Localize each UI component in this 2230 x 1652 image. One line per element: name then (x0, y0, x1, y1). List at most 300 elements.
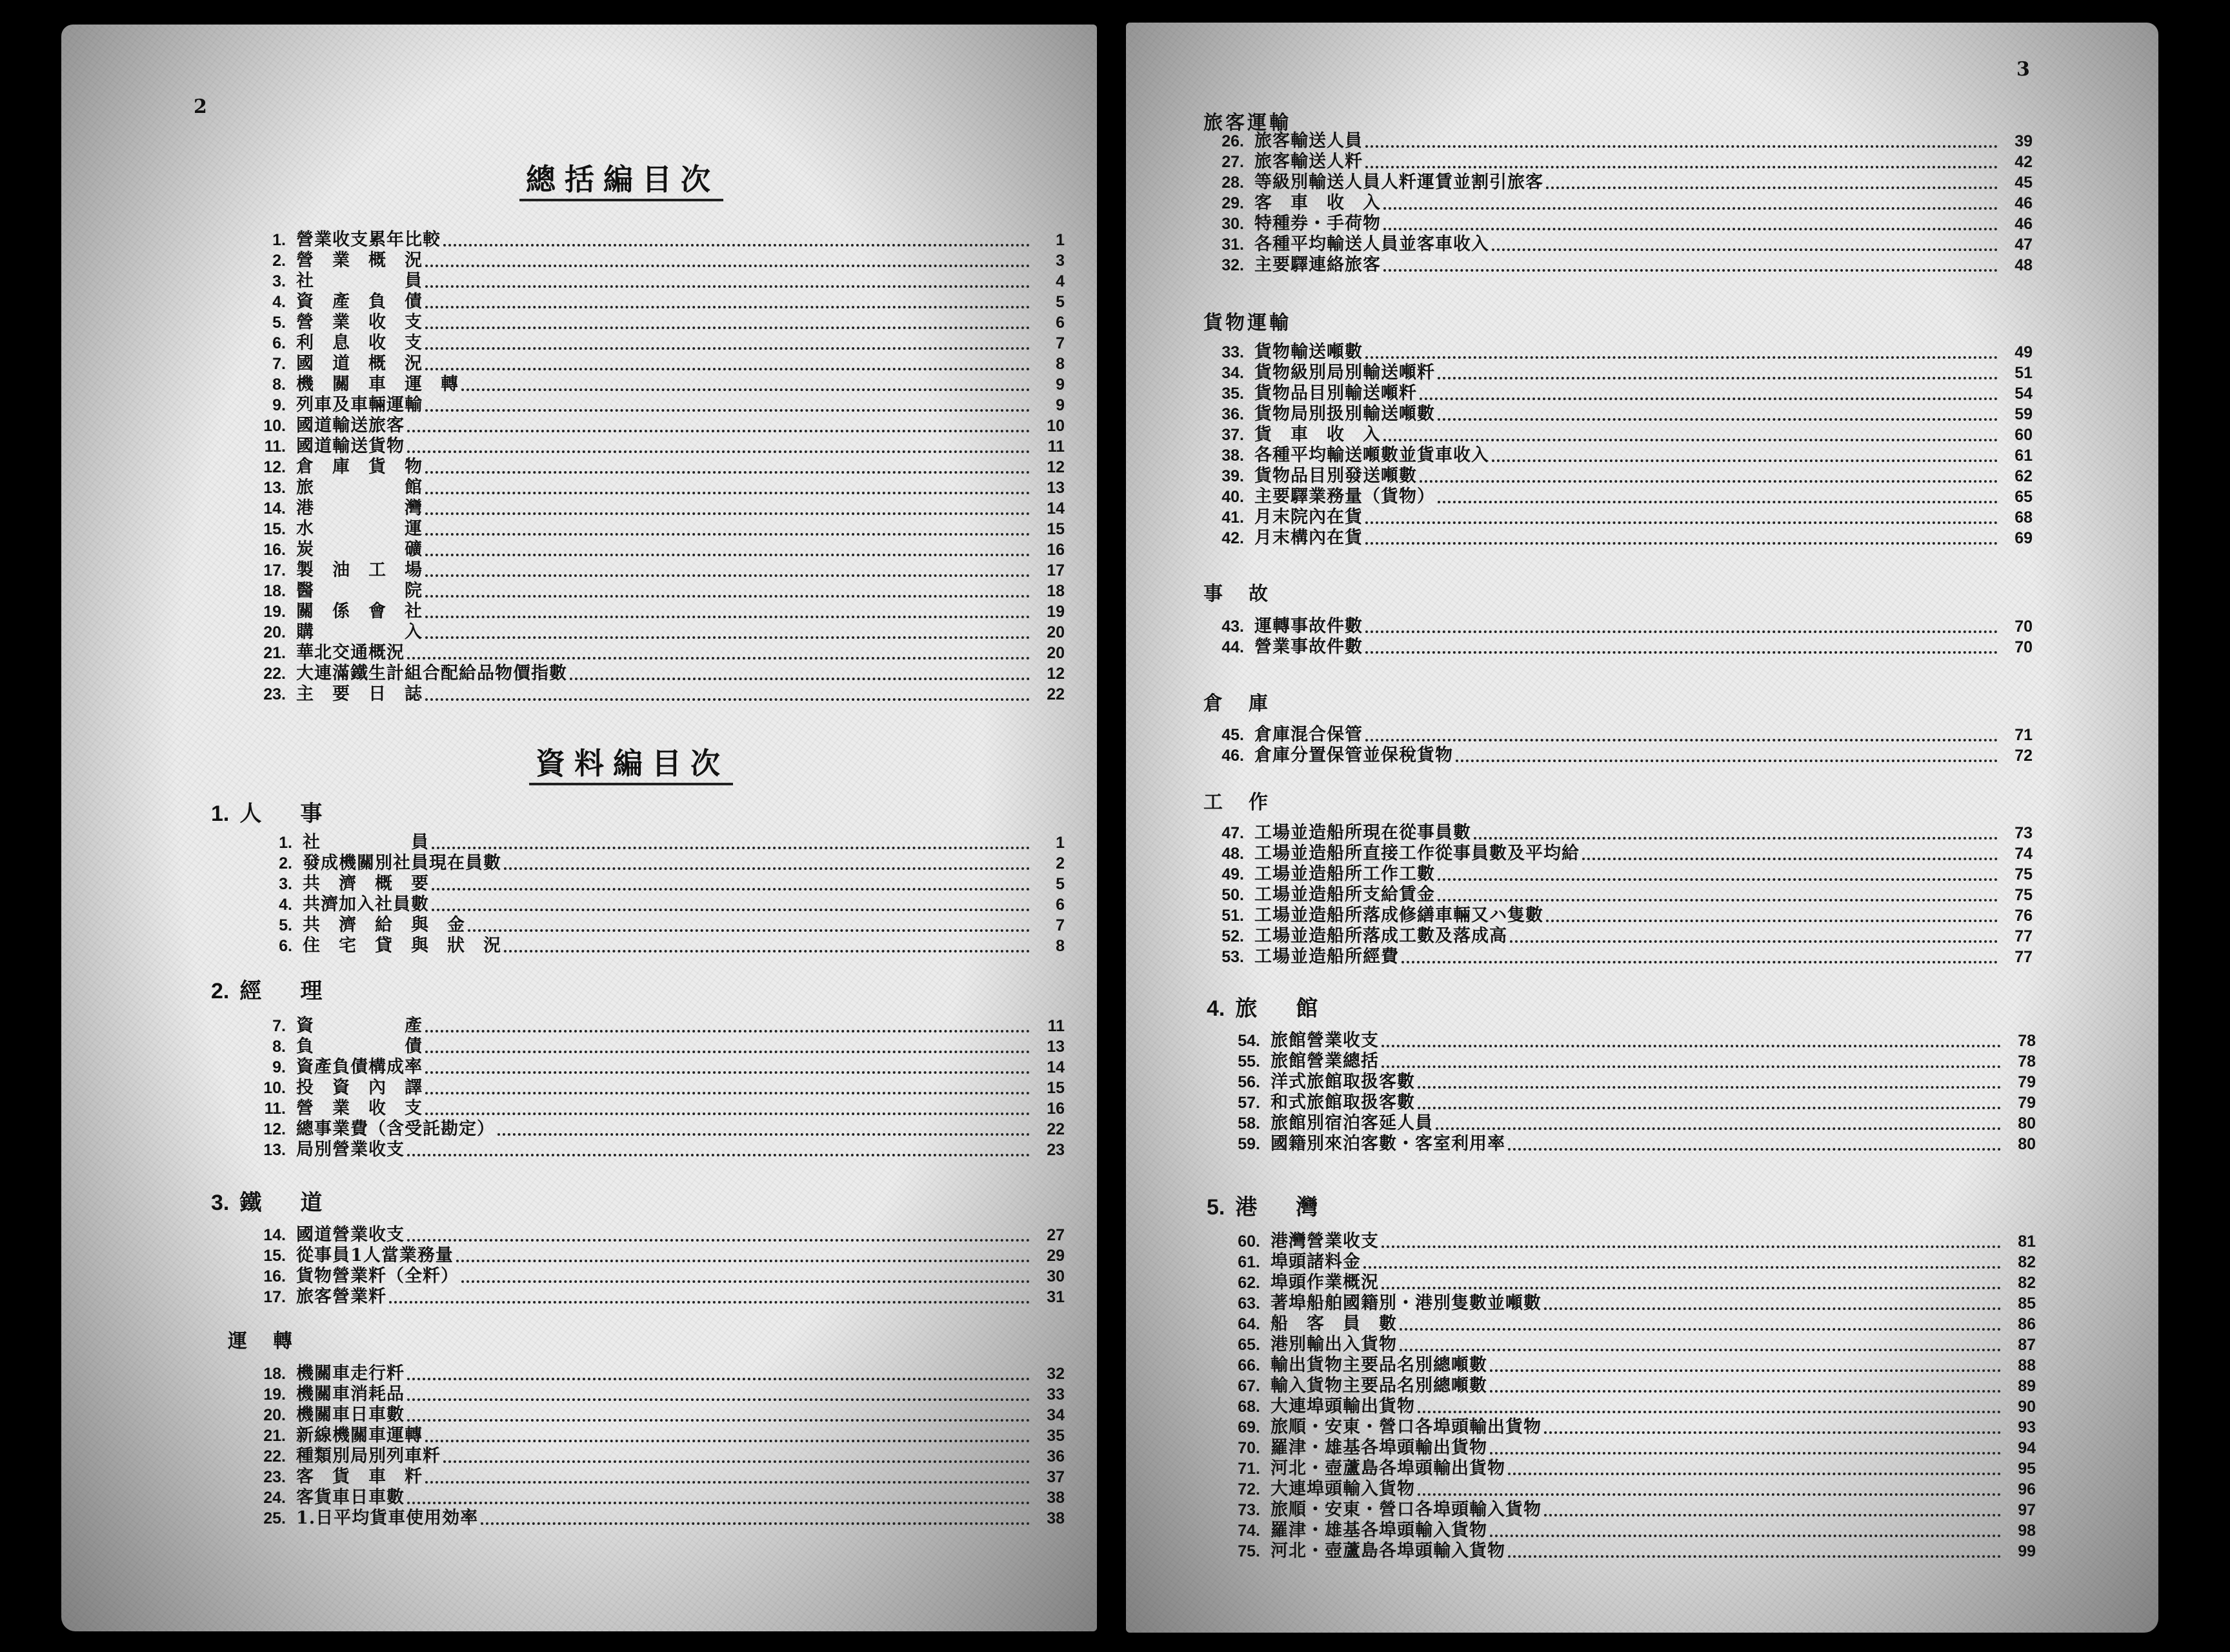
dot-leader (1544, 1511, 2001, 1516)
dot-leader (425, 407, 1030, 412)
toc-item-page: 22 (1047, 685, 1065, 703)
toc-item-label: 旅館營業收支 (1271, 1031, 1379, 1051)
toc-item-page: 9 (1056, 376, 1065, 394)
sub-souko-heading: 倉庫 (1203, 692, 1294, 715)
toc-item-label: 洋式旅館取扱客數 (1271, 1072, 1415, 1092)
dot-leader (1418, 1104, 2001, 1109)
toc-item-label: 羅津・雄基各埠頭輸出貨物 (1271, 1438, 1487, 1458)
toc-item-number: 24. (263, 1489, 286, 1507)
sub-kamotsu-heading: 貨物運輸 (1203, 312, 1291, 334)
toc-item-number: 48. (1221, 845, 1244, 863)
toc-item-number: 70. (1238, 1439, 1260, 1457)
dot-leader (443, 1458, 1030, 1463)
toc-item-label: 社 員 (296, 271, 423, 291)
toc-item-number: 29. (1221, 194, 1244, 212)
toc-row (1223, 1355, 2036, 1376)
toc-row (248, 1225, 1065, 1245)
dot-leader (425, 365, 1030, 370)
toc-row (1207, 947, 2033, 967)
toc-row (248, 1036, 1065, 1057)
toc-item-number: 44. (1221, 638, 1244, 656)
book-spine (1097, 0, 1126, 1652)
dot-leader (481, 1520, 1030, 1525)
toc-row (248, 1266, 1065, 1287)
toc-item-label: 旅客輸送人粁 (1254, 152, 1363, 172)
dot-leader (425, 1027, 1030, 1032)
toc-row (248, 539, 1065, 560)
toc-item-label: 旅館別宿泊客延人員 (1271, 1113, 1433, 1133)
dot-leader (1381, 1243, 2001, 1248)
toc-row (1207, 466, 2033, 487)
toc-item-page: 60 (2014, 426, 2033, 444)
toc-item-number: 23. (263, 1468, 286, 1486)
toc-item-number: 42. (1221, 529, 1244, 547)
toc-row (248, 1098, 1065, 1119)
toc-row (248, 374, 1065, 395)
toc-item-number: 47. (1221, 824, 1244, 842)
dot-leader (504, 865, 1030, 870)
toc-item-label: 工場並造船所直接工作從事員數及平均給 (1254, 843, 1580, 863)
unyu-list (248, 1364, 1065, 1529)
toc-item-number: 10. (263, 1079, 286, 1097)
toc-item-page: 38 (1047, 1509, 1065, 1527)
toc-item-label: 國道輸送貨物 (296, 436, 405, 456)
toc-item-number: 59. (1238, 1135, 1260, 1153)
toc-item-number: 41. (1221, 509, 1244, 527)
toc-item-label: 營 業 收 支 (296, 1098, 423, 1118)
toc-item-number: 12. (263, 458, 286, 476)
dot-leader (468, 927, 1030, 932)
toc-row (248, 436, 1065, 457)
toc-item-label: 炭 礦 (296, 539, 423, 559)
toc-item-number: 55. (1238, 1053, 1260, 1071)
dot-leader (432, 885, 1030, 891)
toc-item-page: 2 (1056, 854, 1065, 872)
toc-item-page: 20 (1047, 644, 1065, 662)
dot-leader (1546, 184, 1998, 189)
dot-leader (407, 1151, 1030, 1156)
toc-item-number: 43. (1221, 618, 1244, 636)
dot-leader (425, 1069, 1030, 1074)
toc-item-label: 國道輸送旅客 (296, 416, 405, 436)
toc-item-number: 20. (263, 623, 286, 641)
toc-row (248, 1446, 1065, 1467)
toc-item-label: 工場並造船所現在從事員數 (1254, 823, 1471, 843)
toc-item-page: 10 (1047, 417, 1065, 435)
toc-item-label: 倉庫分置保管並保稅貨物 (1254, 745, 1453, 765)
toc-item-page: 16 (1047, 541, 1065, 559)
dot-leader (1418, 1491, 2001, 1496)
dot-leader (425, 510, 1030, 515)
toc-item-label: 列車及車輛運輸 (296, 395, 423, 415)
toc-item-label: 機關車消耗品 (296, 1384, 405, 1404)
toc-row (1207, 823, 2033, 843)
toc-item-label: 醫 院 (296, 581, 423, 601)
toc-row (1207, 905, 2033, 926)
toc-row (248, 1405, 1065, 1425)
toc-item-label: 各種平均輸送人員並客車收入 (1254, 234, 1489, 254)
toc-item-number: 13. (263, 1141, 286, 1159)
toc-item-label: 客 貨 車 粁 (296, 1467, 423, 1487)
toc-item-page: 5 (1056, 293, 1065, 311)
toc-item-number: 9. (272, 1058, 286, 1076)
toc-item-label: 港灣營業收支 (1271, 1231, 1379, 1251)
toc-item-number: 45. (1221, 726, 1244, 744)
toc-item-label: 工場並造船所經費 (1254, 947, 1399, 967)
toc-item-number: 58. (1238, 1114, 1260, 1133)
dot-leader (425, 283, 1030, 288)
toc-item-number: 37. (1221, 426, 1244, 444)
dot-leader (425, 1048, 1030, 1053)
toc-item-number: 4. (272, 293, 286, 311)
dot-leader (1508, 1553, 2001, 1558)
toc-item-number: 19. (263, 1385, 286, 1404)
toc-item-label: 國 道 概 況 (296, 354, 423, 374)
toc-row (1223, 1031, 2036, 1051)
toc-item-label: 貨物品目別發送噸數 (1254, 466, 1417, 486)
toc-item-page: 75 (2014, 886, 2033, 904)
toc-item-label: 國道營業收支 (296, 1225, 405, 1245)
toc-item-label: 發成機關別社員現在員數 (303, 853, 501, 873)
toc-row (248, 1467, 1065, 1487)
toc-row (1207, 445, 2033, 466)
dot-leader (432, 906, 1030, 911)
toc-item-label: 旅 館 (296, 478, 423, 498)
toc-item-page: 17 (1047, 561, 1065, 579)
toc-row (255, 832, 1065, 853)
toc-item-page: 80 (2018, 1114, 2036, 1133)
dot-leader (1490, 1367, 2001, 1372)
toc-item-number: 53. (1221, 948, 1244, 966)
toc-item-number: 2. (272, 252, 286, 270)
toc-item-page: 81 (2018, 1233, 2036, 1251)
dot-leader (425, 1110, 1030, 1115)
toc-row (1223, 1072, 2036, 1093)
toc-item-page: 1 (1056, 231, 1065, 249)
dot-leader (1492, 457, 1998, 462)
dot-leader (497, 1131, 1030, 1136)
toc-item-number: 13. (263, 479, 286, 497)
dot-leader (425, 1089, 1030, 1094)
toc-row (1207, 843, 2033, 864)
toc-item-number: 60. (1238, 1233, 1260, 1251)
toc-item-number: 65. (1238, 1336, 1260, 1354)
toc-row (1207, 616, 2033, 637)
toc-item-label: 大連埠頭輸入貨物 (1271, 1479, 1415, 1499)
dot-leader (407, 427, 1030, 432)
toc-item-page: 23 (1047, 1141, 1065, 1159)
toc-item-page: 51 (2014, 364, 2033, 382)
toc-item-label: 營業收支累年比較 (296, 230, 441, 250)
toc-row (248, 354, 1065, 374)
toc-item-page: 32 (1047, 1365, 1065, 1383)
dot-leader (1418, 1408, 2001, 1413)
toc-item-label: 機關車走行粁 (296, 1364, 405, 1384)
toc-item-page: 82 (2018, 1253, 2036, 1271)
toc-item-number: 1. (279, 834, 292, 852)
toc-row (248, 560, 1065, 581)
toc-item-label: 旅館營業總括 (1271, 1051, 1379, 1071)
toc-item-number: 49. (1221, 865, 1244, 883)
toc-item-page: 87 (2018, 1336, 2036, 1354)
toc-item-label: 月末院內在貨 (1254, 507, 1363, 527)
toc-item-page: 4 (1056, 272, 1065, 290)
dot-leader (425, 324, 1030, 329)
toc-item-label: 共濟加入社員數 (303, 894, 429, 914)
toc-item-number: 50. (1221, 886, 1244, 904)
toc-row (1207, 383, 2033, 404)
toc-row (255, 894, 1065, 915)
dot-leader (425, 1478, 1030, 1484)
toc-item-page: 36 (1047, 1447, 1065, 1466)
toc-item-label: 貨物輸送噸數 (1254, 342, 1363, 362)
toc-item-page: 70 (2014, 638, 2033, 656)
dot-leader (425, 530, 1030, 536)
section-1-title: 人事 (239, 801, 361, 827)
toc-row (1207, 193, 2033, 214)
toc-item-label: 新線機關車運轉 (296, 1425, 423, 1446)
toc-item-number: 63. (1238, 1294, 1260, 1313)
toc-item-page: 54 (2014, 385, 2033, 403)
toc-item-page: 80 (2018, 1135, 2036, 1153)
toc-item-label: 旅客營業粁 (296, 1287, 387, 1307)
toc-item-page: 37 (1047, 1468, 1065, 1486)
section-1-list (255, 832, 1065, 956)
toc-item-label: 關 係 會 社 (296, 601, 423, 621)
toc-item-label: 住 宅 貸 與 狀 況 (303, 936, 501, 956)
dot-leader (1456, 757, 1998, 762)
section-2-heading (211, 973, 361, 1005)
toc-item-label: 資 產 負 債 (296, 292, 423, 312)
toc-item-label: 主 要 日 誌 (296, 684, 423, 704)
toc-row (248, 416, 1065, 436)
toc-row (248, 1364, 1065, 1384)
dot-leader (1381, 1284, 2001, 1289)
toc-item-page: 68 (2014, 509, 2033, 527)
toc-row (248, 1384, 1065, 1405)
dot-leader (425, 592, 1030, 598)
dot-leader (425, 262, 1030, 267)
toc-item-number: 23. (263, 685, 286, 703)
toc-item-number: 8. (272, 376, 286, 394)
toc-row (248, 1487, 1065, 1508)
section-3-number: 3. (211, 1191, 230, 1215)
toc-item-number: 21. (263, 644, 286, 662)
section-1-number: 1. (211, 801, 230, 826)
dot-leader (1383, 225, 1998, 230)
toc-row (1223, 1458, 2036, 1479)
toc-item-number: 51. (1221, 907, 1244, 925)
toc-item-page: 75 (2014, 865, 2033, 883)
section-3-title: 鐵道 (239, 1190, 361, 1216)
dot-leader (1401, 958, 1998, 963)
toc-item-page: 14 (1047, 1058, 1065, 1076)
toc-item-number: 17. (263, 561, 286, 579)
toc-item-label: 主要驛連絡旅客 (1254, 255, 1381, 275)
toc-item-number: 26. (1221, 132, 1244, 150)
toc-row (1207, 864, 2033, 885)
toc-item-page: 38 (1047, 1489, 1065, 1507)
dot-leader (425, 303, 1030, 308)
sub-ryokaku-heading: 旅客運輸 (1203, 112, 1291, 134)
toc-item-label: 羅津・雄基各埠頭輸入貨物 (1271, 1520, 1487, 1540)
toc-item-label: 港 灣 (296, 498, 423, 518)
toc-row (248, 1057, 1065, 1078)
toc-item-page: 94 (2018, 1439, 2036, 1457)
toc-item-label: 購 入 (296, 622, 423, 642)
toc-item-page: 5 (1056, 875, 1065, 893)
dot-leader (1381, 1042, 2001, 1047)
dot-leader (1438, 896, 1998, 902)
section-2-list (248, 1016, 1065, 1160)
toc-row (1223, 1113, 2036, 1134)
toc-item-page: 77 (2014, 927, 2033, 945)
toc-item-page: 15 (1047, 1079, 1065, 1097)
toc-item-number: 67. (1238, 1377, 1260, 1395)
toc-item-page: 12 (1047, 665, 1065, 683)
toc-item-page: 8 (1056, 355, 1065, 373)
toc-item-page: 20 (1047, 623, 1065, 641)
dot-leader (1383, 436, 1998, 441)
toc-item-page: 9 (1056, 396, 1065, 414)
dot-leader (425, 1437, 1030, 1442)
toc-item-label: 資 產 (296, 1016, 423, 1036)
dot-leader (1400, 1325, 2001, 1331)
toc-row (248, 1425, 1065, 1446)
toc-item-number: 31. (1221, 236, 1244, 254)
toc-item-page: 39 (2014, 132, 2033, 150)
toc-item-page: 7 (1056, 334, 1065, 352)
toc-item-number: 21. (263, 1427, 286, 1445)
kamotsu-list (1207, 342, 2033, 549)
dot-leader (1365, 163, 1998, 168)
toc-item-page: 27 (1047, 1226, 1065, 1244)
dot-leader (1490, 1532, 2001, 1537)
toc-item-number: 54. (1238, 1032, 1260, 1050)
dot-leader (1544, 1305, 2001, 1310)
toc-row (1207, 342, 2033, 363)
toc-item-page: 78 (2018, 1032, 2036, 1050)
toc-item-page: 6 (1056, 896, 1065, 914)
toc-item-page: 97 (2018, 1501, 2036, 1519)
toc-item-number: 22. (263, 665, 286, 683)
toc-item-label: 河北・壺蘆島各埠頭輸入貨物 (1271, 1541, 1505, 1561)
dot-leader (407, 1499, 1030, 1504)
toc-item-label: 客貨車日車數 (296, 1487, 405, 1507)
toc-item-page: 13 (1047, 479, 1065, 497)
toc-item-label: 國籍別來泊客數・客室利用率 (1271, 1134, 1505, 1154)
toc-row (255, 874, 1065, 894)
toc-item-label: 局別營業收支 (296, 1140, 405, 1160)
dot-leader (1418, 1083, 2001, 1089)
left-page-number: 2 (194, 96, 207, 118)
ryokaku-list (1207, 131, 2033, 276)
toc-item-page: 65 (2014, 488, 2033, 506)
toc-row (248, 1245, 1065, 1266)
dot-leader (1490, 1387, 2001, 1393)
toc-item-label: 共 濟 概 要 (303, 874, 429, 894)
toc-item-label: 機關車日車數 (296, 1405, 405, 1425)
toc-item-label: 貨物營業粁（全粁） (296, 1266, 459, 1286)
toc-item-page: 15 (1047, 520, 1065, 538)
toc-row (1223, 1273, 2036, 1293)
dot-leader (1436, 1125, 2001, 1130)
toc-item-number: 6. (279, 937, 292, 955)
toc-item-number: 9. (272, 396, 286, 414)
toc-row (248, 271, 1065, 292)
toc-item-label: 製 油 工 場 (296, 560, 423, 580)
dot-leader (425, 468, 1030, 474)
toc-item-number: 16. (263, 1267, 286, 1285)
toc-item-page: 61 (2014, 447, 2033, 465)
dot-leader (1365, 628, 1998, 633)
toc-row (1223, 1396, 2036, 1417)
dot-leader (425, 551, 1030, 556)
toc-item-label: 貨 車 收 入 (1254, 425, 1381, 445)
toc-item-number: 25. (263, 1509, 286, 1527)
dot-leader (1365, 519, 1998, 524)
toc-item-page: 1 (1056, 834, 1065, 852)
toc-row (248, 684, 1065, 705)
dot-leader (407, 1416, 1030, 1422)
toc-row (1223, 1252, 2036, 1273)
toc-item-number: 6. (272, 334, 286, 352)
toc-item-label: 共 濟 給 與 金 (303, 915, 465, 935)
section-2-number: 2. (211, 979, 230, 1003)
toc-row (1223, 1479, 2036, 1500)
toc-row (1207, 725, 2033, 745)
dot-leader (1365, 539, 1998, 545)
toc-item-page: 48 (2014, 256, 2033, 274)
toc-row (1223, 1293, 2036, 1314)
section-4-heading (1207, 991, 1356, 1022)
toc-item-number: 12. (263, 1120, 286, 1138)
toc-item-page: 99 (2018, 1542, 2036, 1560)
dot-leader (1546, 917, 1998, 922)
toc-item-number: 71. (1238, 1460, 1260, 1478)
toc-item-label: 月末構內在貨 (1254, 528, 1363, 548)
section-4-number: 4. (1207, 996, 1225, 1021)
toc-row (248, 478, 1065, 498)
dot-leader (1400, 1346, 2001, 1351)
toc-item-number: 7. (272, 1017, 286, 1035)
toc-row (1223, 1231, 2036, 1252)
toc-item-label: 營 業 概 況 (296, 250, 423, 270)
dot-leader (407, 1236, 1030, 1242)
toc-item-number: 35. (1221, 385, 1244, 403)
toc-item-number: 74. (1238, 1522, 1260, 1540)
toc-row (1223, 1051, 2036, 1072)
toc-row (1207, 234, 2033, 255)
toc-row (248, 395, 1065, 416)
toc-item-page: 49 (2014, 343, 2033, 361)
toc-item-page: 42 (2014, 153, 2033, 171)
toc-item-label: 倉 庫 貨 物 (296, 457, 423, 477)
toc-row (1207, 487, 2033, 507)
jiko-list (1207, 616, 2033, 658)
toc-item-page: 12 (1047, 458, 1065, 476)
toc-item-page: 11 (1047, 1017, 1065, 1035)
toc-item-page: 33 (1047, 1385, 1065, 1404)
data-title: 資料編目次 (529, 747, 733, 785)
toc-item-page: 46 (2014, 215, 2033, 233)
toc-row (248, 622, 1065, 643)
toc-item-page: 59 (2014, 405, 2033, 423)
summary-list (248, 230, 1065, 705)
dot-leader (425, 696, 1030, 701)
toc-item-page: 29 (1047, 1247, 1065, 1265)
section-5-heading (1207, 1189, 1356, 1221)
